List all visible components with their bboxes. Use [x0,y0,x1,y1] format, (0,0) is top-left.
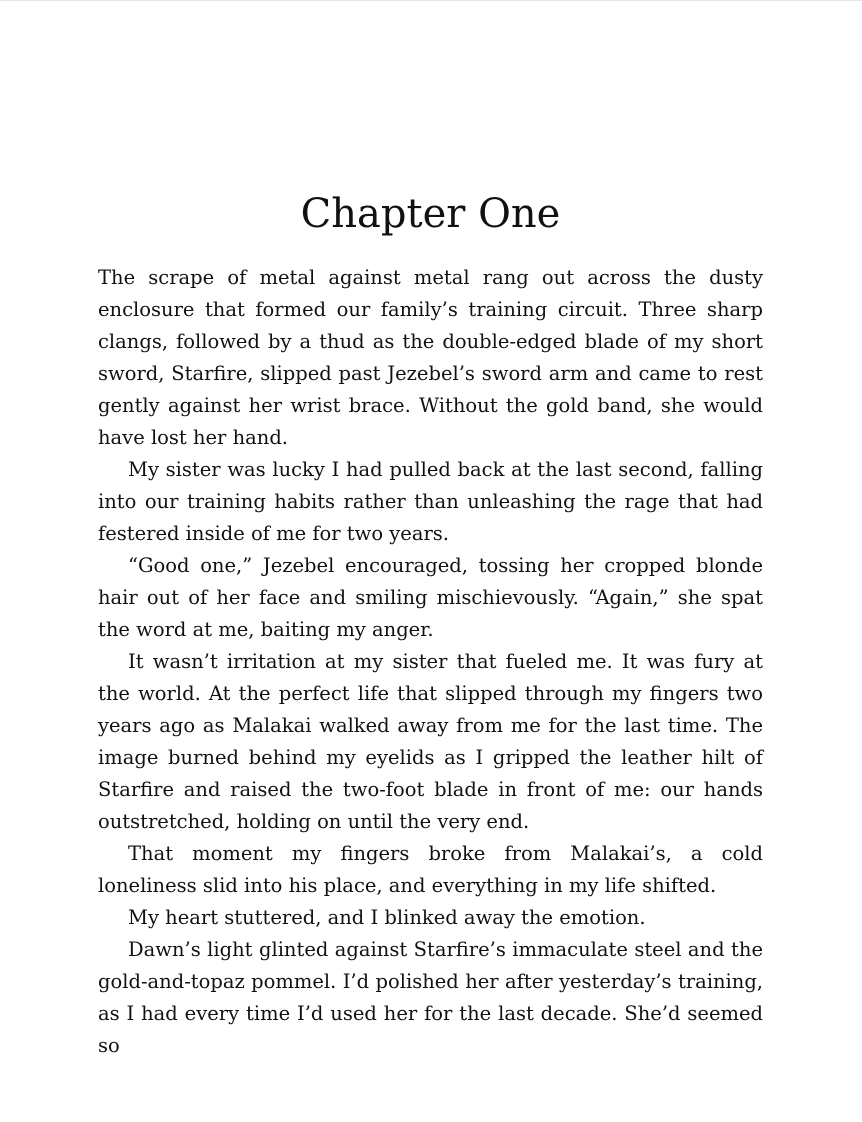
paragraph-6: My heart stuttered, and I blinked away the emotion. [128,906,646,929]
book-page [98,188,763,1062]
paragraph-2: My sister was lucky I had pulled back at the last second, falling into our training habits rather than unleashing the rage that had festered inside of me for two years. [98,458,763,545]
top-divider [0,0,862,1]
paragraph-3: “Good one,” Jezebel encouraged, tossing her cropped blonde hair out of her face and smiling mischievously. “Again,” she spat the word at me, baiting my anger. [98,554,763,641]
paragraph-5: That moment my fingers broke from Malakai’s, a cold loneliness slid into his place, and everything in my life shifted. [98,842,763,897]
paragraph-7: Dawn’s light glinted against Starfire’s immaculate steel and the gold-and-topaz pommel. I’d polished her after yesterday’s training, as I had every time I’d used her for the last decade. She’d seemed so [98,938,763,1057]
paragraph-4: It wasn’t irritation at my sister that fueled me. It was fury at the world. At the perfect life that slipped through my fingers two years ago as Malakai walked away from me for the last time. The image burned behind my eyelids as I gripped the leather hilt of Starfire and raised the two-foot blade in front of me: our hands outstretched, holding on until the very end. [98,650,763,833]
chapter-title: Chapter One [300,191,561,237]
paragraph-1: The scrape of metal against metal rang out across the dusty enclosure that formed our family’s training circuit. Three sharp clangs, followed by a thud as the double-edged blade of my short sword, Starfire, slipped past Jezebel’s sword arm and came to rest gently against her wrist brace. Without the gold band, she would have lost her hand. [98,266,763,449]
